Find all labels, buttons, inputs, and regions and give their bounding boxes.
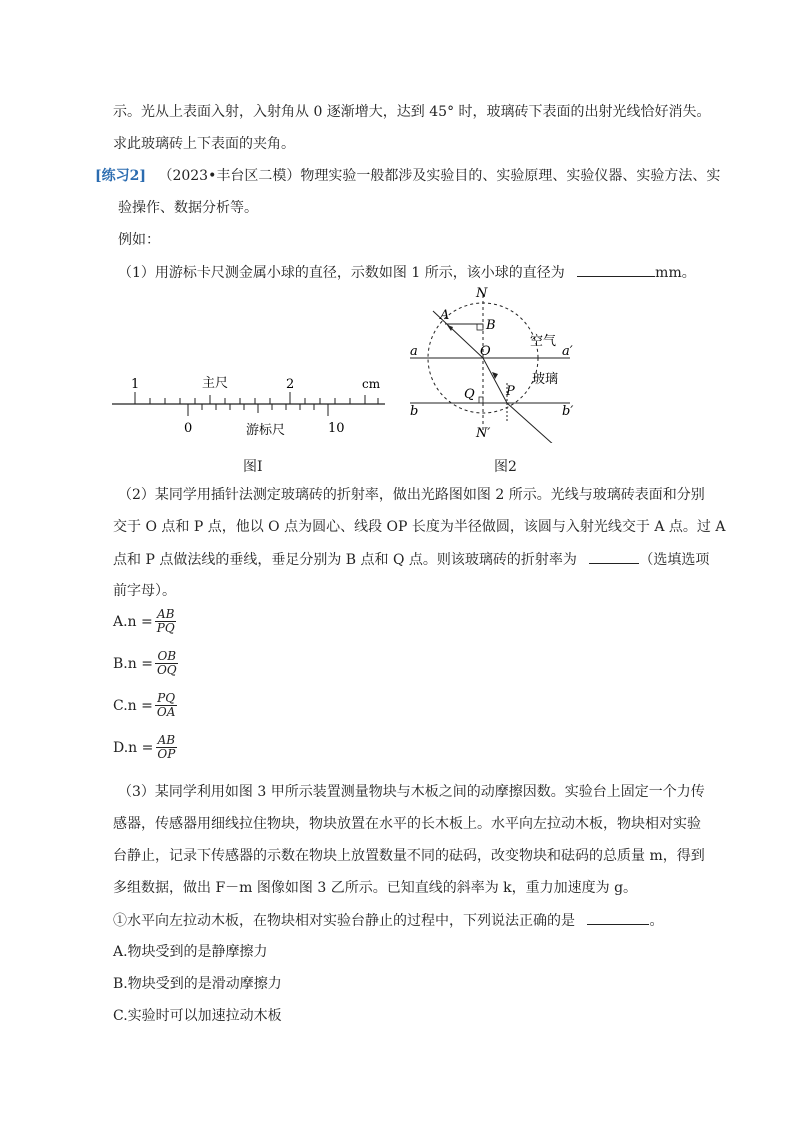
fraction: $\frac{PQ}{OA}$: [156, 691, 176, 719]
fraction: $\frac{AB}{OP}$: [157, 733, 176, 761]
refracted-ray: [483, 358, 507, 403]
label-air: 空气: [530, 334, 557, 349]
exercise-text: （2023•丰台区二模）物理实验一般都涉及实验目的、实验原理、实验仪器、实验方法、实: [158, 168, 721, 184]
label-B: B: [486, 318, 496, 333]
incident-arrow: [447, 325, 453, 331]
label-Q: Q: [464, 387, 475, 402]
text-line: 验操作、数据分析等。: [118, 200, 258, 216]
text-line: 感器，传感器用细线拉住物块，物块放置在水平的长木板上。水平向左拉动木板，物块相对实验: [113, 816, 701, 832]
label-b: b: [410, 404, 419, 419]
figure-1-caption: 图Ⅰ: [243, 459, 263, 475]
vernier-scale-label: 游标尺: [246, 423, 286, 438]
main-scale-label: 主尺: [202, 376, 229, 391]
unit-label: cm: [362, 377, 381, 391]
figure-2-refraction: [400, 283, 600, 443]
answer-blank: [577, 262, 655, 277]
label-N-prime: N′: [476, 426, 491, 441]
main-tick-label: 1: [131, 377, 140, 392]
option-a: A.n = $\frac{AB}{PQ}$: [113, 607, 175, 635]
question-2-suffix: （选填选项: [639, 552, 710, 568]
text-line: 台静止，记录下传感器的示数在物块上放置数量不同的砝码，改变物块和砝码的总质量 m，得到: [113, 848, 705, 864]
figure-2-caption: 图2: [494, 459, 517, 475]
option-d: D.n = $\frac{AB}{OP}$: [113, 733, 176, 761]
main-tick-label: 2: [286, 377, 295, 392]
label-a: a: [410, 344, 418, 359]
fraction: $\frac{AB}{PQ}$: [156, 607, 175, 635]
text-line: 求此玻璃砖上下表面的夹角。: [113, 136, 295, 152]
question-2-text: 点和 P 点做法线的垂线，垂足分别为 B 点和 Q 点。则该玻璃砖的折射率为: [113, 552, 577, 568]
option-line: C.实验时可以加速拉动木板: [113, 1008, 282, 1024]
question-2: [113, 549, 709, 570]
label-N: N: [476, 286, 488, 301]
option-c: C.n = $\frac{PQ}{OA}$: [113, 691, 176, 719]
text-line: （3）某同学利用如图 3 甲所示装置测量物块与木板之间的动摩擦因数。实验台上固定一个力传: [118, 784, 705, 800]
answer-blank: [587, 910, 649, 925]
fraction: $\frac{OB}{OQ}$: [156, 649, 177, 677]
unit-text: mm。: [655, 265, 696, 281]
label-b-prime: b′: [562, 404, 574, 419]
text-line: 多组数据，做出 F－m 图像如图 3 乙所示。已知直线的斜率为 k，重力加速度为 g。: [113, 880, 638, 896]
figure-1-caliper: [110, 370, 390, 440]
question-1-text: （1）用游标卡尺测金属小球的直径，示数如图 1 所示，该小球的直径为: [118, 265, 565, 281]
label-P: P: [506, 384, 515, 399]
label-glass: 玻璃: [532, 372, 559, 387]
question-3-1: ①水平向左拉动木板，在物块相对实验台静止的过程中，下列说法正确的是 。: [113, 910, 663, 931]
label-O: O: [480, 344, 491, 359]
emergent-ray: [507, 403, 555, 443]
answer-blank: [589, 549, 639, 564]
exercise-header: [95, 166, 720, 186]
text-line: 交于 O 点和 P 点，他以 O 点为圆心、线段 OP 长度为半径做圆，该圆与入射光线交于 A 点。过 A: [113, 519, 726, 535]
vernier-tick-label: 10: [328, 421, 345, 436]
option-line: B.物块受到的是滑动摩擦力: [113, 976, 282, 992]
vernier-scale-ticks: [188, 404, 328, 416]
text-line: 例如：: [118, 232, 160, 248]
exercise-tag: [练习2]: [95, 168, 146, 184]
text-line: 示。光从上表面入射，入射角从 0 逐渐增大，达到 45° 时，玻璃砖下表面的出射光线恰好消失。: [113, 104, 711, 120]
label-a-prime: a′: [562, 344, 573, 359]
option-line: A.物块受到的是静摩擦力: [113, 944, 268, 960]
text-line: （2）某同学用插针法测定玻璃砖的折射率，做出光路图如图 2 所示。光线与玻璃砖表面和分别: [118, 487, 705, 503]
vernier-tick-label: 0: [184, 421, 193, 436]
option-b: B.n = $\frac{OB}{OQ}$: [113, 649, 177, 677]
text-line: 前字母）。: [113, 583, 176, 599]
question-1: [118, 262, 696, 283]
label-A: A: [440, 308, 450, 323]
question-3-1-text: ①水平向左拉动木板，在物块相对实验台静止的过程中，下列说法正确的是: [113, 913, 575, 929]
main-scale-ticks: [135, 392, 378, 404]
